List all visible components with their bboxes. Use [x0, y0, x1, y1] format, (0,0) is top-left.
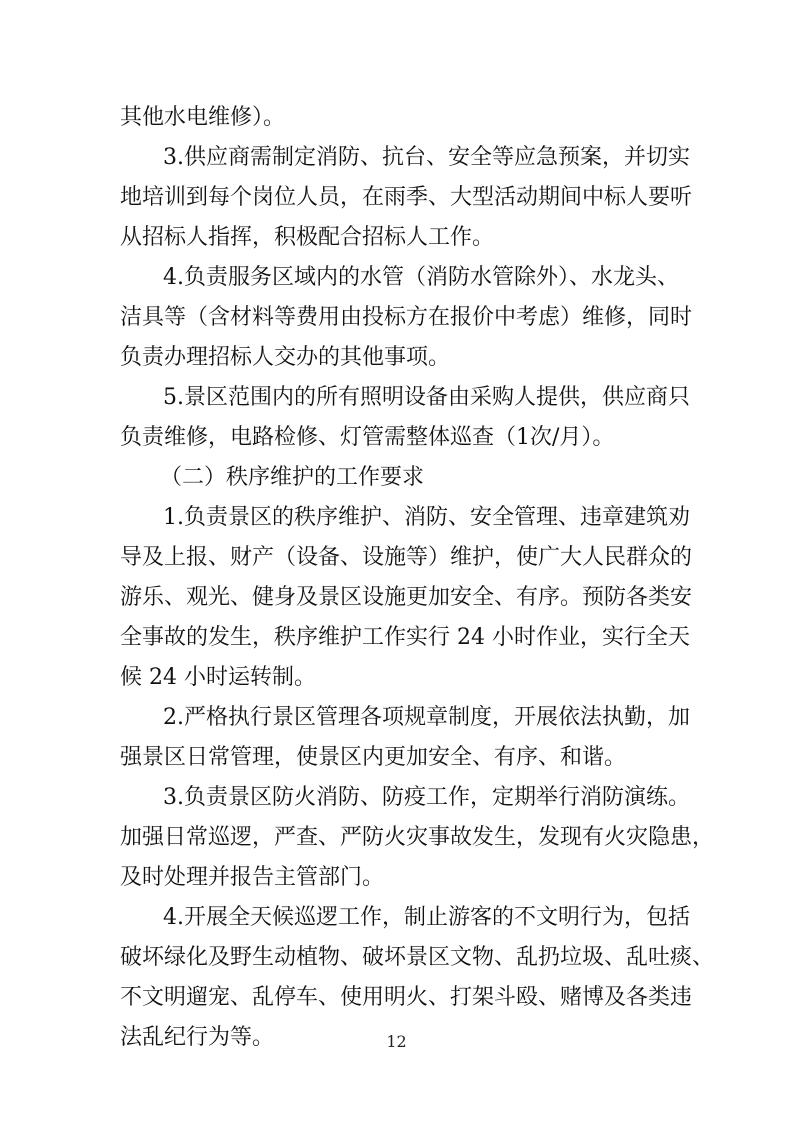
text-line: 4.开展全天候巡逻工作，制止游客的不文明行为，包括 — [163, 905, 690, 930]
text-line: 及时处理并报告主管部门。 — [120, 865, 385, 890]
text-line: 负责维修，电路检修、灯管需整体巡查（1次/月）。 — [120, 425, 615, 450]
text-line: 地培训到每个岗位人员，在雨季、大型活动期间中标人要听 — [120, 185, 693, 210]
text-line: 2.严格执行景区管理各项规章制度，开展依法执勤，加 — [163, 705, 690, 730]
text-line: 加强日常巡逻，严查、严防火灾事故发生，发现有火灾隐患， — [120, 825, 715, 850]
text-line: 负责办理招标人交办的其他事项。 — [120, 345, 451, 370]
text-line: 游乐、观光、健身及景区设施更加安全、有序。预防各类安 — [120, 585, 693, 610]
text-line: 法乱纪行为等。 — [120, 1025, 275, 1050]
text-line: 破坏绿化及野生动植物、破坏景区文物、乱扔垃圾、乱吐痰、 — [120, 945, 715, 970]
text-line: 候 24 小时运转制。 — [120, 665, 316, 690]
text-line: 导及上报、财产（设备、设施等）维护，使广大人民群众的 — [120, 545, 693, 570]
section-heading: （二）秩序维护的工作要求 — [160, 465, 425, 490]
text-line: 3.供应商需制定消防、抗台、安全等应急预案，并切实 — [163, 145, 690, 170]
text-line: 全事故的发生，秩序维护工作实行 24 小时作业，实行全天 — [120, 625, 690, 650]
text-line: 1.负责景区的秩序维护、消防、安全管理、违章建筑劝 — [163, 505, 690, 530]
text-line: 3.负责景区防火消防、防疫工作，定期举行消防演练。 — [163, 785, 690, 810]
text-line: 不文明遛宠、乱停车、使用明火、打架斗殴、赌博及各类违 — [120, 985, 693, 1010]
text-line: 4.负责服务区域内的水管（消防水管除外）、水龙头、 — [163, 265, 679, 290]
text-line: 其他水电维修）。 — [120, 105, 286, 130]
text-line: 强景区日常管理，使景区内更加安全、有序、和谐。 — [120, 745, 627, 770]
page-number: 12 — [386, 1032, 407, 1051]
text-line: 5.景区范围内的所有照明设备由采购人提供，供应商只 — [163, 385, 690, 410]
text-line: 洁具等（含材料等费用由投标方在报价中考虑）维修，同时 — [120, 305, 693, 330]
text-line: 从招标人指挥，积极配合招标人工作。 — [120, 225, 495, 250]
